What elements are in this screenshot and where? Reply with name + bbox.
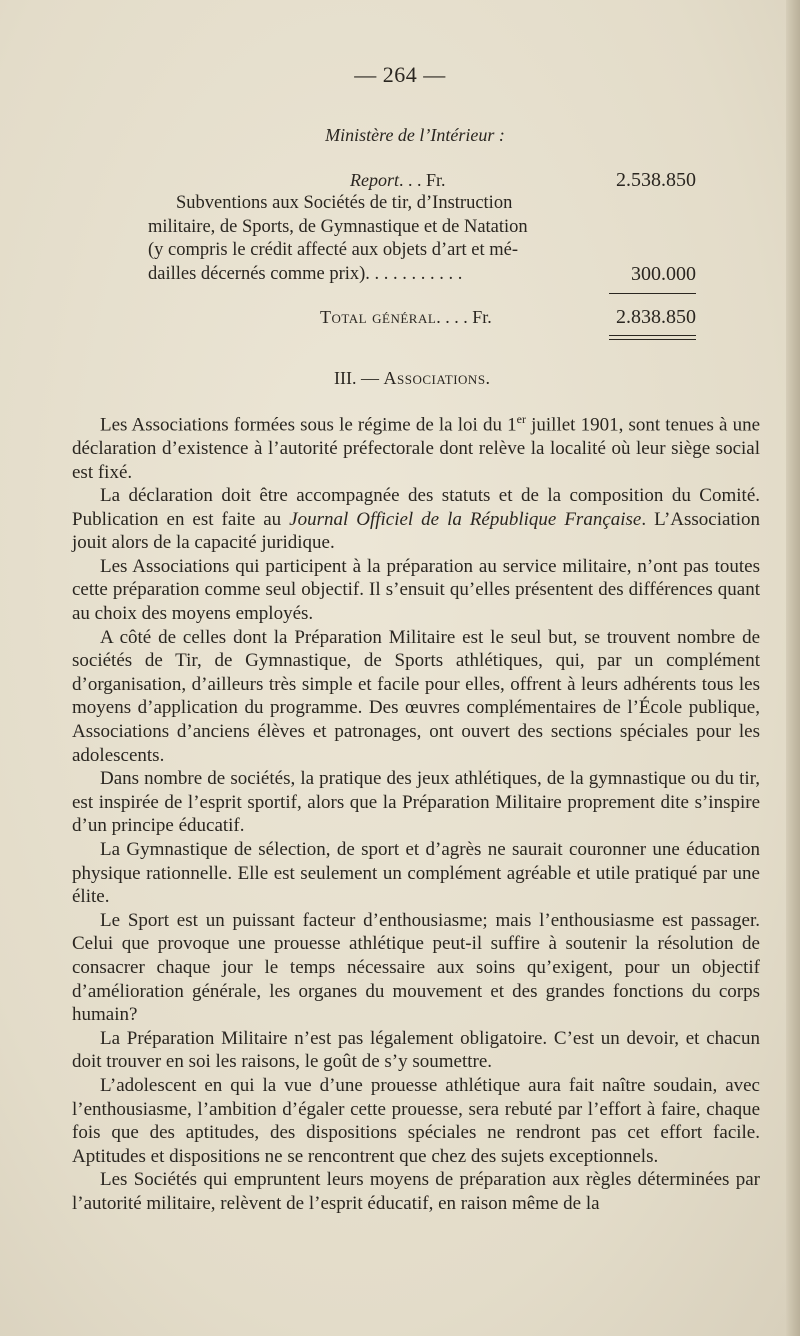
total-punct: . . . . Fr. — [436, 307, 492, 327]
total-word: Total général — [320, 307, 437, 327]
paragraph: Les Associations formées sous le régime de la loi du 1er juillet 1901, sont tenues à une déclaration d’existence à l’autorité préfectorale dont relève la localité où leur siège social est fixé. — [72, 412, 760, 483]
subventions-line: (y compris le crédit affecté aux objets d’art et mé- — [148, 240, 519, 260]
ministry-heading: Ministère de l’Intérieur : — [325, 125, 505, 145]
paragraph: Dans nombre de sociétés, la pratique des jeux athlétiques, de la gymnastique ou du tir, est inspirée de l’esprit sportif, alors que la Préparation Militaire proprement dite s’inspire d’un principe éducatif. — [72, 768, 760, 837]
page-number: — 264 — — [354, 62, 446, 87]
paragraph: Les Associations qui participent à la préparation au service militaire, n’ont pas toutes cette préparation comme seul objectif. Il s’ensuit qu’elles présentent des différences quant au choix des moyens employés. — [72, 555, 760, 625]
sum-rule — [609, 293, 696, 294]
subventions-amount: 300.000 — [631, 263, 696, 285]
total-double-rule-top — [609, 335, 696, 336]
total-amount: 2.838.850 — [616, 306, 696, 328]
subventions-line: dailles décernés comme prix). . . . . . . . . . . — [148, 263, 463, 284]
page-edge — [786, 0, 800, 1336]
section-heading — [334, 368, 491, 389]
paragraph: La Gymnastique de sélection, de sport et d’agrès ne saurait couronner une éducation physique rationnelle. Elle est seulement un complément agréable et utile pratiqué par une élite. — [72, 839, 760, 908]
total-double-rule-bottom — [609, 339, 696, 340]
report-label — [350, 170, 446, 191]
paragraph: L’adolescent en qui la vue d’une prouesse athlétique aura fait naître soudain, avec l’enthousiasme, l’ambition d’égaler cette prouesse, sera rebuté par l’effort à faire, chaque fois que des aptitudes, des dispositions spéciales ne rendront pas cet effort facile. Aptitudes et dispositions ne se rencontrent que chez des sujets exceptionnels. — [72, 1074, 760, 1167]
subventions-line: Subventions aux Sociétés de tir, d’Instruction — [176, 193, 513, 213]
body-text — [72, 408, 760, 1216]
total-label — [320, 307, 492, 328]
report-amount: 2.538.850 — [616, 169, 696, 191]
paragraph: Le Sport est un puissant facteur d’enthousiasme; mais l’enthousiasme est passager. Celui que provoque une prouesse athlétique peut-il suffire à soutenir la résolution de consacrer chaque jour le temps nécessaire aux soins qu’exigent, pour un objectif d’amélioration générale, les organes du mouvement et des grandes fonctions du corps humain? — [72, 909, 760, 1026]
paragraph: La déclaration doit être accompagnée des statuts et de la composition du Comité. Publication en est faite au Journal Officiel de la République Française. L’Association jouit alors de la capacité juridique. — [72, 485, 760, 554]
subventions-line: militaire, de Sports, de Gymnastique et de Natation — [148, 216, 528, 237]
section-number: III. — — [334, 368, 379, 388]
section-title: Associations. — [383, 368, 491, 388]
paragraph: A côté de celles dont la Préparation Militaire est le seul but, se trouvent nombre de sociétés de Tir, de Gymnastique, de Sports athlétiques, qui, par un complément d’organisation, d’ailleurs très simple et facile pour elles, offrent à leurs adhérents tous les moyens d’application du programme. Des œuvres complémentaires de l’École publique, Associations d’anciens élèves et patronages, ont ouvert des sections spéciales pour les adolescents. — [72, 626, 760, 766]
report-word: Report — [350, 170, 399, 190]
paragraph: Les Sociétés qui empruntent leurs moyens de préparation aux règles déterminées par l’autorité militaire, relèvent de l’esprit éducatif, en raison même de la — [72, 1169, 760, 1214]
subventions-entry — [148, 192, 693, 286]
report-punct: . . . Fr. — [399, 170, 446, 190]
paragraph: La Préparation Militaire n’est pas légalement obligatoire. C’est un devoir, et chacun doit trouver en soi les raisons, le goût de s’y soumettre. — [72, 1027, 760, 1073]
